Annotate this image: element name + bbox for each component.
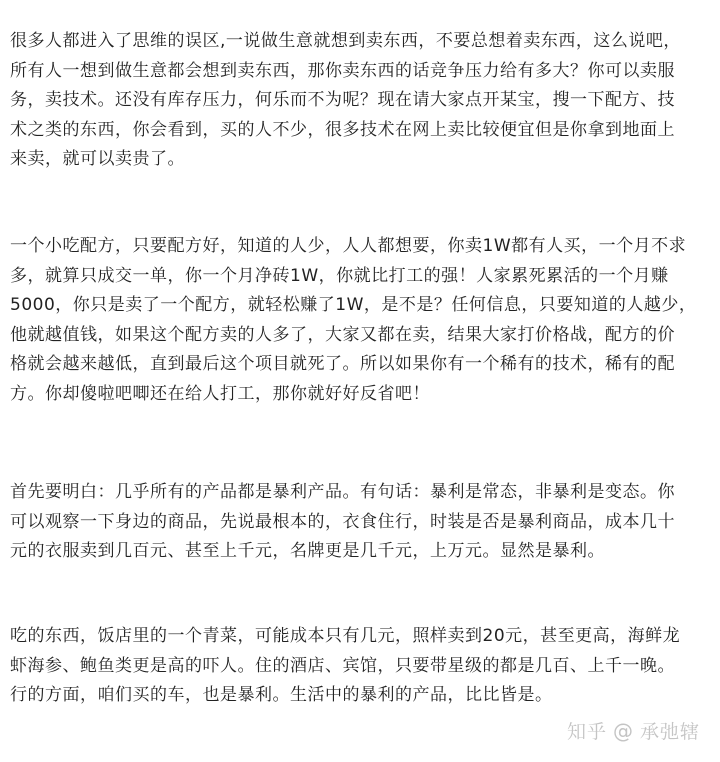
paragraph-line: 可以观察一下身边的商品，先说最根本的，衣食住行，时装是否是暴利商品，成本几十	[10, 511, 675, 532]
paragraph-line: 他就越值钱，如果这个配方卖的人多了，大家又都在卖，结果大家打价格战，配方的价	[10, 324, 675, 345]
paragraph-line: 多，就算只成交一单，你一个月净砖1W，你就比打工的强！人家累死累活的一个月赚	[10, 265, 669, 286]
paragraph-4	[10, 622, 710, 711]
paragraph-line: 格就会越来越低，直到最后这个项目就死了。所以如果你有一个稀有的技术，稀有的配	[10, 354, 675, 374]
watermark-site: 知乎	[566, 721, 607, 743]
paragraph-line: 虾海参、鲍鱼类更是高的吓人。住的酒店、宾馆，只要带星级的都是几百、上千一晚。	[10, 655, 675, 676]
paragraph-2	[10, 232, 710, 409]
paragraph-line: 一个小吃配方，只要配方好，知道的人少，人人都想要，你卖1W都有人买，一个月不求	[10, 236, 687, 256]
paragraph-line: 首先要明白：几乎所有的产品都是暴利产品。有句话：暴利是常态，非暴利是变态。你	[10, 482, 675, 502]
paragraph-1	[10, 27, 710, 175]
watermark-author: 承弛辖	[639, 721, 700, 743]
paragraph-3	[10, 478, 710, 567]
watermark-at: @	[612, 718, 634, 743]
paragraph-line: 吃的东西，饭店里的一个青菜，可能成本只有几元，照样卖到20元，甚至更高，海鲜龙	[10, 626, 681, 646]
paragraph-line: 很多人都进入了思维的误区,一说做生意就想到卖东西，不要总想着卖东西，这么说吧，	[10, 31, 681, 51]
paragraph-line: 元的衣服卖到几百元、甚至上千元，名牌更是几千元，上万元。显然是暴利。	[10, 541, 605, 561]
paragraph-line: 5000，你只是卖了一个配方，就轻松赚了1W，是不是？任何信息，只要知道的人越少，	[10, 295, 697, 315]
paragraph-line: 行的方面，咱们买的车，也是暴利。生活中的暴利的产品，比比皆是。	[10, 685, 553, 705]
paragraph-line: 所有人一想到做生意都会想到卖东西，那你卖东西的话竞争压力给有多大？你可以卖服	[10, 60, 675, 81]
paragraph-line: 术之类的东西，你会看到，买的人不少，很多技术在网上卖比较便宜但是你拿到地面上	[10, 119, 675, 140]
zhihu-watermark	[567, 717, 700, 744]
paragraph-line: 来卖，就可以卖贵了。	[10, 149, 185, 169]
paragraph-line: 方。你却傻啦吧唧还在给人打工，那你就好好反省吧！	[10, 383, 430, 404]
paragraph-line: 务，卖技术。还没有库存压力，何乐而不为呢？现在请大家点开某宝，搜一下配方、技	[10, 90, 675, 110]
